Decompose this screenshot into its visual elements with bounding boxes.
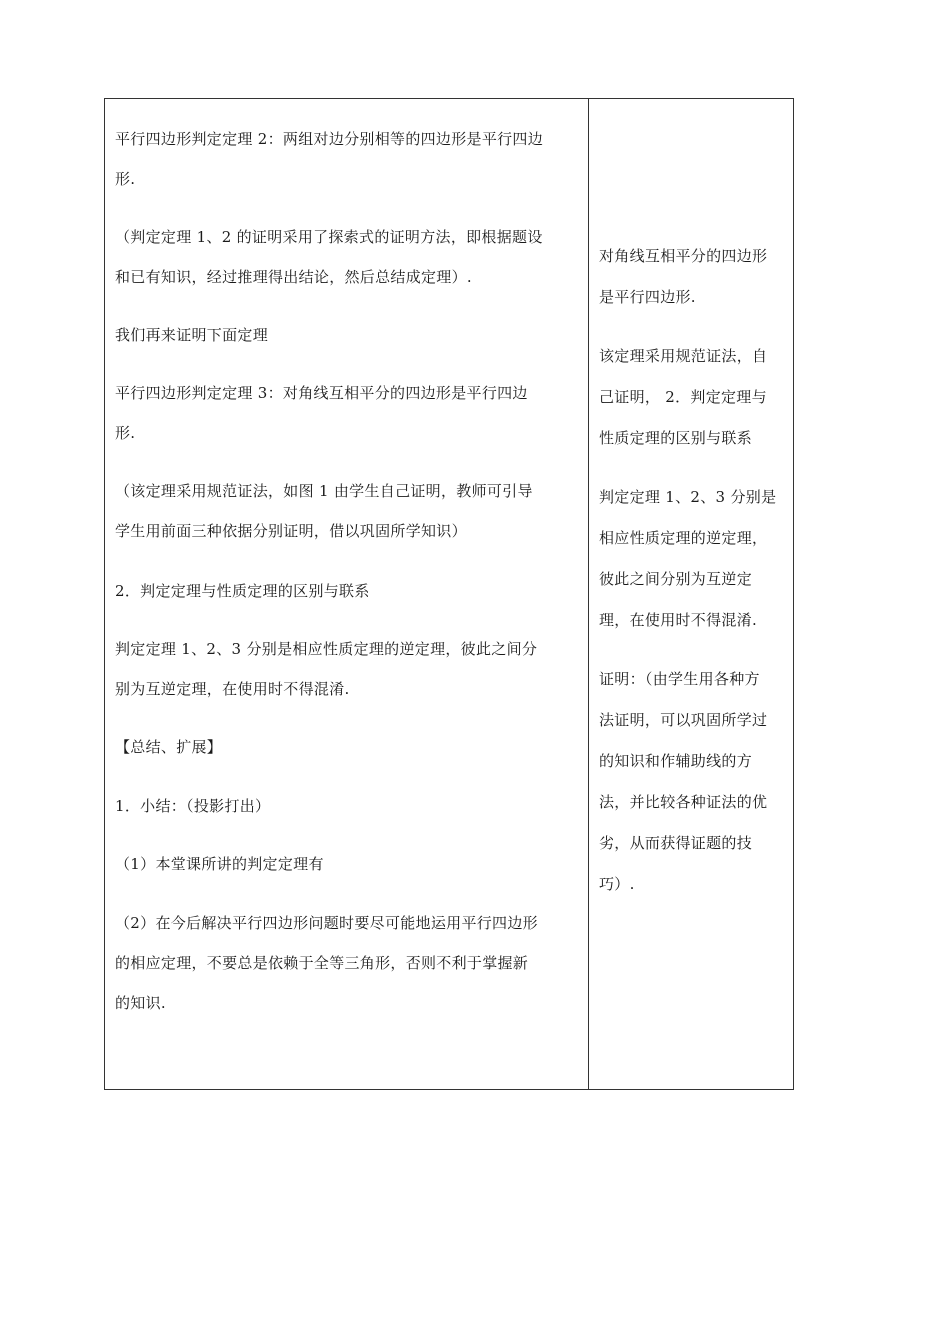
text-line: 的知识和作辅助线的方 bbox=[599, 752, 753, 770]
text-line: 己证明， 2．判定定理与 bbox=[599, 388, 767, 406]
text-line: （判定定理 1、2 的证明采用了探索式的证明方法，即根据题设 bbox=[115, 228, 543, 246]
theorem-2-paragraph bbox=[115, 119, 543, 199]
section-2-body-paragraph bbox=[115, 629, 537, 709]
text-line: 的相应定理，不要总是依赖于全等三角形，否则不利于掌握新 bbox=[115, 954, 529, 972]
text-line: （1）本堂课所讲的判定定理有 bbox=[115, 855, 324, 873]
text-line: 我们再来证明下面定理 bbox=[115, 326, 269, 344]
text-line: 1．小结：（投影打出） bbox=[115, 797, 271, 815]
text-line: 巧）. bbox=[599, 875, 635, 893]
remarks-column bbox=[589, 99, 793, 1089]
text-line: 该定理采用规范证法，自 bbox=[599, 347, 768, 365]
text-line: 【总结、扩展】 bbox=[115, 738, 223, 756]
section-2-heading bbox=[115, 571, 370, 611]
remark-theorem-3 bbox=[599, 236, 767, 318]
summary-item-1-1 bbox=[115, 844, 324, 884]
text-line: 别为互逆定理，在使用时不得混淆. bbox=[115, 680, 350, 698]
text-line: 法证明，可以巩固所学过 bbox=[599, 711, 768, 729]
text-line: 理，在使用时不得混淆. bbox=[599, 611, 758, 629]
text-line: 对角线互相平分的四边形 bbox=[599, 247, 768, 265]
text-line: 平行四边形判定定理 2：两组对边分别相等的四边形是平行四边 bbox=[115, 130, 544, 148]
remark-converse-theorems bbox=[599, 477, 776, 641]
text-line: （2）在今后解决平行四边形问题时要尽可能地运用平行四边形 bbox=[115, 914, 538, 932]
text-line: 证明：（由学生用各种方 bbox=[599, 670, 760, 688]
text-line: 平行四边形判定定理 3：对角线互相平分的四边形是平行四边 bbox=[115, 384, 528, 402]
intro-theorem-3-paragraph bbox=[115, 315, 268, 355]
text-line: 劣，从而获得证题的技 bbox=[599, 834, 753, 852]
summary-item-1 bbox=[115, 786, 270, 826]
lesson-table bbox=[104, 98, 794, 1090]
theorem-3-note-paragraph bbox=[115, 471, 533, 551]
proof-method-note-paragraph bbox=[115, 217, 543, 297]
text-line: 学生用前面三种依据分别证明，借以巩固所学知识） bbox=[115, 522, 467, 540]
text-line: 性质定理的区别与联系 bbox=[599, 429, 753, 447]
text-line: （该定理采用规范证法，如图 1 由学生自己证明，教师可引导 bbox=[115, 482, 533, 500]
text-line: 相应性质定理的逆定理， bbox=[599, 529, 768, 547]
main-content-column bbox=[105, 99, 589, 1089]
remark-proof-approach bbox=[599, 659, 767, 905]
summary-item-1-2 bbox=[115, 903, 538, 1023]
text-line: 判定定理 1、2、3 分别是 bbox=[599, 488, 777, 506]
text-line: 和已有知识，经过推理得出结论，然后总结成定理）. bbox=[115, 268, 472, 286]
text-line: 是平行四边形. bbox=[599, 288, 696, 306]
summary-heading bbox=[115, 727, 222, 767]
text-line: 形. bbox=[115, 170, 136, 188]
text-line: 形. bbox=[115, 424, 136, 442]
text-line: 彼此之间分别为互逆定 bbox=[599, 570, 753, 588]
theorem-3-paragraph bbox=[115, 373, 528, 453]
text-line: 2．判定定理与性质定理的区别与联系 bbox=[115, 582, 370, 600]
text-line: 的知识. bbox=[115, 994, 166, 1012]
text-line: 判定定理 1、2、3 分别是相应性质定理的逆定理，彼此之间分 bbox=[115, 640, 538, 658]
text-line: 法，并比较各种证法的优 bbox=[599, 793, 768, 811]
remark-proof-method bbox=[599, 336, 767, 459]
